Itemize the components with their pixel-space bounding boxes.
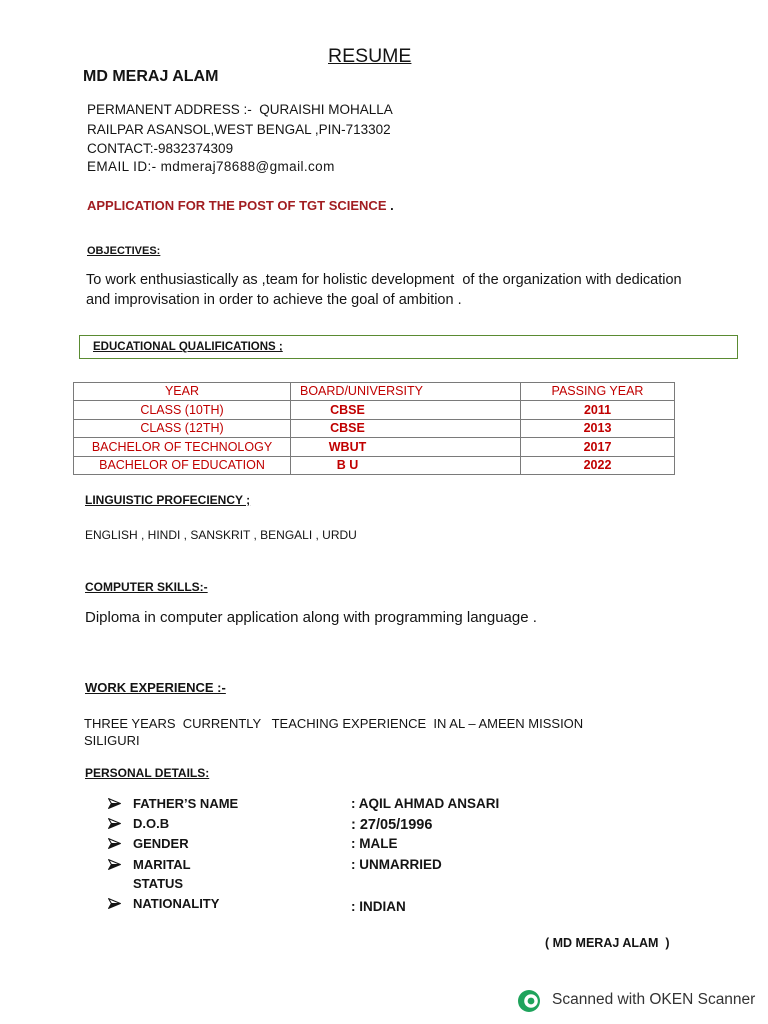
languages-heading: LINGUISTIC PROFECIENCY ;	[85, 493, 251, 507]
application-post-text: APPLICATION FOR THE POST OF TGT SCIENCE	[87, 197, 387, 213]
cell-qualification: BACHELOR OF EDUCATION	[74, 456, 291, 474]
personal-detail-label: NATIONALITY	[133, 895, 220, 911]
personal-detail-value: : INDIAN	[351, 899, 406, 915]
personal-detail-value: : AQIL AHMAD ANSARI	[351, 795, 500, 811]
cell-passing-year: 2013	[521, 419, 675, 437]
work-experience-line-1: THREE YEARS CURRENTLY TEACHING EXPERIENCE IN AL – AMEEN MISSION	[84, 715, 584, 731]
oken-logo-icon	[517, 989, 541, 1013]
resume-title: RESUME	[328, 44, 412, 67]
work-experience-heading: WORK EXPERIENCE :-	[85, 679, 226, 695]
work-experience-line-2: SILIGURI	[84, 732, 140, 748]
education-table-row	[74, 401, 675, 419]
languages-list: ENGLISH , HINDI , SANSKRIT , BENGALI , URDU	[85, 528, 357, 542]
column-header-passing-year: PASSING YEAR	[521, 383, 675, 401]
computer-skills-text: Diploma in computer application along with programming language .	[85, 608, 537, 626]
education-table-header	[74, 383, 675, 401]
computer-skills-heading: COMPUTER SKILLS:-	[85, 580, 208, 594]
column-header-year: YEAR	[74, 383, 291, 401]
arrowhead-bullet-icon	[108, 798, 121, 809]
arrowhead-bullet-icon	[108, 838, 121, 849]
application-post-suffix: .	[386, 197, 394, 213]
cell-board: WBUT	[291, 438, 521, 456]
cell-qualification: CLASS (10TH)	[74, 401, 291, 419]
education-table-row	[74, 438, 675, 456]
scanner-text: Scanned with OKEN Scanner	[552, 991, 756, 1009]
personal-detail-row	[0, 897, 768, 937]
personal-detail-label: FATHER’S NAME	[133, 795, 239, 811]
column-header-board: BOARD/UNIVERSITY	[291, 383, 521, 401]
application-post-line	[87, 199, 394, 212]
education-table-row	[74, 456, 675, 474]
address-line-2: RAILPAR ASANSOL,WEST BENGAL ,PIN-713302	[87, 122, 391, 138]
cell-passing-year: 2022	[521, 456, 675, 474]
education-heading: EDUCATIONAL QUALIFICATIONS ;	[93, 341, 283, 354]
cell-board: B U	[291, 456, 521, 474]
objective-line-1: To work enthusiastically as ,team for holistic development of the organization with dedication	[86, 271, 682, 288]
signature-name: ( MD MERAJ ALAM )	[545, 935, 670, 950]
personal-detail-value: : UNMARRIED	[351, 857, 442, 873]
personal-detail-value: : 27/05/1996	[351, 816, 433, 833]
education-table	[73, 382, 675, 475]
education-table-row	[74, 419, 675, 437]
objectives-heading: OBJECTIVES:	[87, 244, 161, 257]
cell-board: CBSE	[291, 401, 521, 419]
cell-passing-year: 2011	[521, 401, 675, 419]
personal-detail-label: D.O.B	[133, 815, 170, 831]
arrowhead-bullet-icon	[108, 898, 121, 909]
objective-line-2: and improvisation in order to achieve the goal of ambition .	[86, 291, 462, 308]
address-line-1: PERMANENT ADDRESS :- QURAISHI MOHALLA	[87, 102, 393, 118]
personal-detail-row	[0, 855, 768, 895]
personal-detail-label: MARITAL STATUS	[133, 856, 191, 891]
personal-details-heading: PERSONAL DETAILS:	[85, 766, 210, 780]
cell-qualification: CLASS (12TH)	[74, 419, 291, 437]
personal-detail-value: : MALE	[351, 835, 398, 851]
cell-board: CBSE	[291, 419, 521, 437]
contact-number: CONTACT:-9832374309	[87, 141, 234, 157]
email-address: EMAIL ID:- mdmeraj78688@gmail.com	[87, 159, 335, 175]
arrowhead-bullet-icon	[108, 859, 121, 870]
cell-qualification: BACHELOR OF TECHNOLOGY	[74, 438, 291, 456]
candidate-name: MD MERAJ ALAM	[83, 68, 219, 85]
personal-detail-label: GENDER	[133, 835, 189, 851]
cell-passing-year: 2017	[521, 438, 675, 456]
arrowhead-bullet-icon	[108, 818, 121, 829]
